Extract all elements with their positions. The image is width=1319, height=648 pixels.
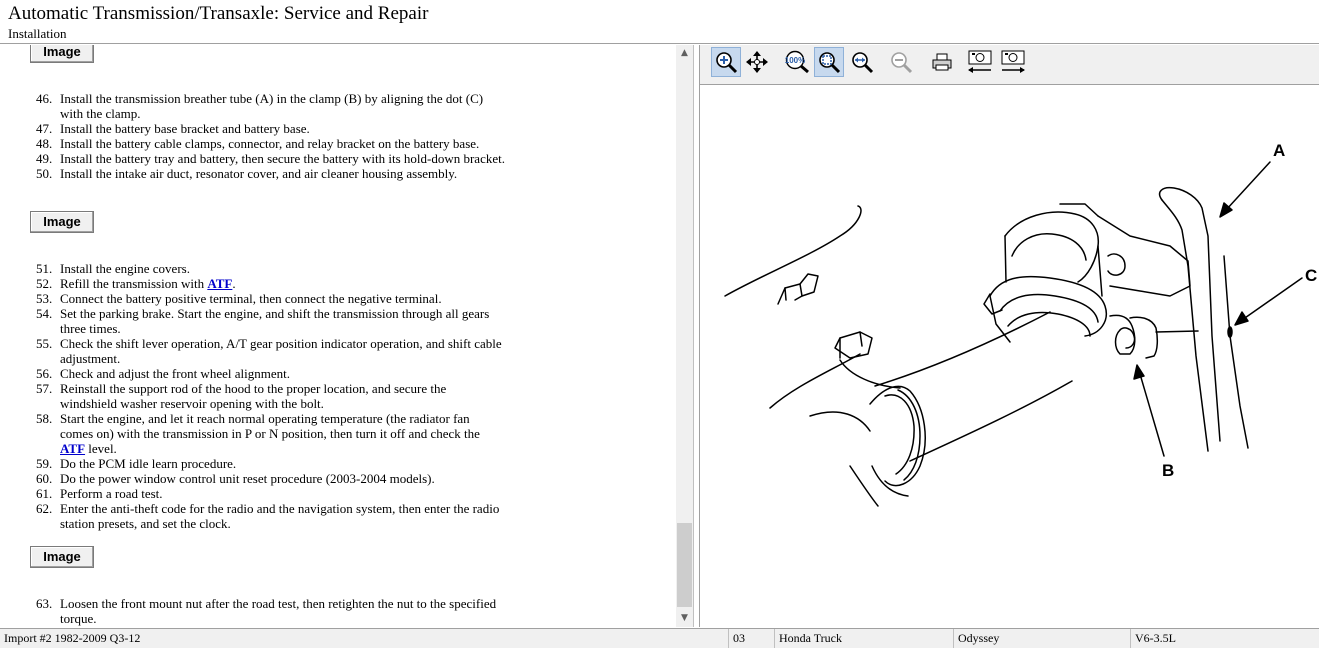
zoom-fit-icon bbox=[850, 50, 874, 74]
step-text: Reinstall the support rod of the hood to the proper location, and secure the windshield washer reservoir opening with the bolt. bbox=[60, 381, 447, 411]
step-text: Loosen the front mount nut after the road test, then retighten the nut to the specified torque. bbox=[60, 596, 497, 626]
leader-arrow-c bbox=[1235, 312, 1248, 325]
diagram-bracket bbox=[1005, 212, 1098, 282]
step-number: 57. bbox=[36, 381, 53, 396]
diagram-hose-outline bbox=[850, 466, 878, 506]
alignment-dot-c bbox=[1228, 327, 1232, 337]
leader-line-c bbox=[1242, 278, 1302, 320]
pan-button[interactable] bbox=[742, 47, 772, 77]
step-number: 50. bbox=[36, 166, 53, 181]
clamp-b bbox=[1156, 331, 1198, 332]
step-text: Enter the anti-theft code for the radio and the navigation system, then enter the radio station presets, and set the clock. bbox=[60, 501, 500, 531]
status-engine: V6-3.5L bbox=[1130, 629, 1176, 648]
step-number: 48. bbox=[36, 136, 53, 151]
step-text bbox=[60, 411, 506, 456]
label-b: B bbox=[1162, 461, 1175, 480]
diagram-hose-outline bbox=[910, 381, 1072, 461]
step-number: 47. bbox=[36, 121, 53, 136]
step-text-part: Refill the transmission with bbox=[60, 276, 208, 291]
step-item bbox=[36, 261, 506, 276]
printer-icon bbox=[931, 51, 953, 73]
step-item bbox=[36, 306, 506, 336]
step-text: Connect the battery positive terminal, then connect the negative terminal. bbox=[60, 291, 442, 306]
status-make: Honda Truck bbox=[774, 629, 842, 648]
diagram-hose-outline bbox=[840, 360, 900, 388]
step-number: 55. bbox=[36, 336, 53, 351]
atf-link[interactable]: ATF bbox=[60, 441, 86, 456]
breather-tube-a bbox=[1162, 200, 1208, 451]
leader-line-b bbox=[1140, 374, 1164, 456]
step-text: Install the engine covers. bbox=[60, 261, 190, 276]
diagram-hose-ring bbox=[1008, 313, 1090, 337]
step-item bbox=[36, 366, 506, 381]
step-number: 62. bbox=[36, 501, 53, 516]
step-number: 46. bbox=[36, 91, 53, 106]
breather-tube-a bbox=[1224, 256, 1248, 448]
pan-arrows-icon bbox=[745, 50, 769, 74]
image-viewer-pane bbox=[699, 45, 1319, 627]
step-text: Install the transmission breather tube (A) in the clamp (B) by aligning the dot (C) with the clamp. bbox=[60, 91, 484, 121]
breather-tube-diagram bbox=[700, 86, 1319, 627]
step-item bbox=[36, 151, 506, 166]
step-item bbox=[36, 121, 506, 136]
page-subtitle: Installation bbox=[8, 26, 67, 41]
step-number: 59. bbox=[36, 456, 53, 471]
diagram-hose-outline bbox=[875, 312, 1050, 386]
step-text-part: . bbox=[232, 276, 236, 291]
zoom-window-icon bbox=[817, 50, 841, 74]
diagram-clip bbox=[778, 274, 818, 304]
step-number: 49. bbox=[36, 151, 53, 166]
zoom-out-button[interactable] bbox=[886, 47, 916, 77]
step-text: Install the battery cable clamps, connector, and relay bracket on the battery base. bbox=[60, 136, 480, 151]
image-button[interactable]: Image bbox=[30, 45, 94, 63]
diagram-hose-outline bbox=[810, 412, 870, 431]
scrollbar-thumb[interactable] bbox=[677, 523, 692, 607]
step-item bbox=[36, 381, 506, 411]
diagram-hose-ring bbox=[1000, 295, 1098, 322]
zoom-100-text: 100% bbox=[784, 56, 806, 65]
step-number: 56. bbox=[36, 366, 53, 381]
step-list bbox=[36, 261, 506, 531]
zoom-100-icon bbox=[784, 50, 810, 74]
zoom-fit-button[interactable] bbox=[847, 47, 877, 77]
step-text: Set the parking brake. Start the engine, and shift the transmission through all gears three times. bbox=[60, 306, 490, 336]
step-item bbox=[36, 291, 506, 306]
zoom-in-button[interactable] bbox=[711, 47, 741, 77]
step-list bbox=[36, 91, 506, 181]
header bbox=[0, 0, 1319, 44]
step-number: 58. bbox=[36, 411, 53, 426]
step-number: 60. bbox=[36, 471, 53, 486]
step-text: Install the battery tray and battery, then secure the battery with its hold-down bracket. bbox=[60, 151, 505, 166]
diagram-bracket bbox=[1108, 254, 1125, 275]
status-bar bbox=[0, 628, 1319, 648]
clamp-b bbox=[1120, 328, 1135, 348]
diagram-hose-ring bbox=[870, 386, 925, 485]
procedure-content bbox=[0, 45, 676, 627]
image-button[interactable]: Image bbox=[30, 211, 94, 233]
zoom-100-button[interactable] bbox=[782, 47, 812, 77]
step-item bbox=[36, 411, 506, 456]
step-number: 63. bbox=[36, 596, 53, 611]
diagram-hose-ring bbox=[885, 395, 914, 474]
diagram-hose-outline bbox=[725, 206, 861, 296]
diagram-hose-ring bbox=[990, 277, 1106, 336]
leader-line-a bbox=[1226, 162, 1270, 210]
zoom-out-icon bbox=[889, 50, 913, 74]
step-number: 52. bbox=[36, 276, 53, 291]
status-code: 03 bbox=[728, 629, 745, 648]
image-toolbar bbox=[700, 45, 1319, 85]
step-item bbox=[36, 336, 506, 366]
step-text: Check and adjust the front wheel alignment. bbox=[60, 366, 290, 381]
diagram-bracket bbox=[1098, 216, 1190, 296]
image-button[interactable]: Image bbox=[30, 546, 94, 568]
previous-image-icon bbox=[966, 49, 994, 75]
breather-tube-a bbox=[1160, 188, 1220, 441]
diagram-bracket bbox=[1012, 234, 1086, 260]
clamp-b bbox=[1110, 315, 1135, 354]
zoom-window-button[interactable] bbox=[814, 47, 844, 77]
step-item bbox=[36, 456, 506, 471]
step-list bbox=[36, 596, 506, 626]
page-title: Automatic Transmission/Transaxle: Service and Repair bbox=[8, 3, 429, 24]
step-text bbox=[60, 276, 506, 291]
step-text: Do the power window control unit reset procedure (2003-2004 models). bbox=[60, 471, 435, 486]
diagram-hose-ring bbox=[898, 390, 920, 480]
step-item bbox=[36, 486, 506, 501]
print-button[interactable] bbox=[927, 47, 957, 77]
atf-link[interactable]: ATF bbox=[207, 276, 233, 291]
step-text: Perform a road test. bbox=[60, 486, 163, 501]
step-text-part: level. bbox=[85, 441, 117, 456]
step-item bbox=[36, 596, 506, 626]
step-text: Check the shift lever operation, A/T gear position indicator operation, and shift cable adjustment. bbox=[60, 336, 502, 366]
step-number: 61. bbox=[36, 486, 53, 501]
vertical-scrollbar[interactable] bbox=[676, 45, 693, 627]
diagram-hose-outline bbox=[770, 354, 860, 408]
previous-image-button[interactable] bbox=[965, 47, 995, 77]
step-item bbox=[36, 501, 506, 531]
label-c: C bbox=[1305, 266, 1318, 285]
scroll-down-arrow-icon[interactable]: ▼ bbox=[681, 613, 688, 623]
step-number: 53. bbox=[36, 291, 53, 306]
step-text-part: Start the engine, and let it reach normal operating temperature (the radiator fan comes on) with the transmission in P or N position, then turn it off and check the bbox=[60, 411, 480, 441]
step-number: 51. bbox=[36, 261, 53, 276]
step-item bbox=[36, 136, 506, 151]
diagram-bracket bbox=[1060, 204, 1098, 216]
status-import: Import #2 1982-2009 Q3-12 bbox=[4, 631, 141, 645]
step-text: Do the PCM idle learn procedure. bbox=[60, 456, 237, 471]
diagram-hose-outline bbox=[872, 466, 908, 496]
step-item bbox=[36, 276, 506, 291]
next-image-button[interactable] bbox=[998, 47, 1028, 77]
step-text: Install the battery base bracket and battery base. bbox=[60, 121, 310, 136]
step-text: Install the intake air duct, resonator cover, and air cleaner housing assembly. bbox=[60, 166, 458, 181]
zoom-in-icon bbox=[714, 50, 738, 74]
status-model: Odyssey bbox=[953, 629, 999, 648]
step-item bbox=[36, 471, 506, 486]
step-item bbox=[36, 166, 506, 181]
leader-arrow-b bbox=[1134, 365, 1144, 379]
procedure-text-pane bbox=[0, 45, 694, 627]
label-a: A bbox=[1273, 141, 1286, 160]
next-image-icon bbox=[999, 49, 1027, 75]
step-item bbox=[36, 91, 506, 121]
scroll-up-arrow-icon[interactable]: ▲ bbox=[681, 48, 688, 58]
step-number: 54. bbox=[36, 306, 53, 321]
